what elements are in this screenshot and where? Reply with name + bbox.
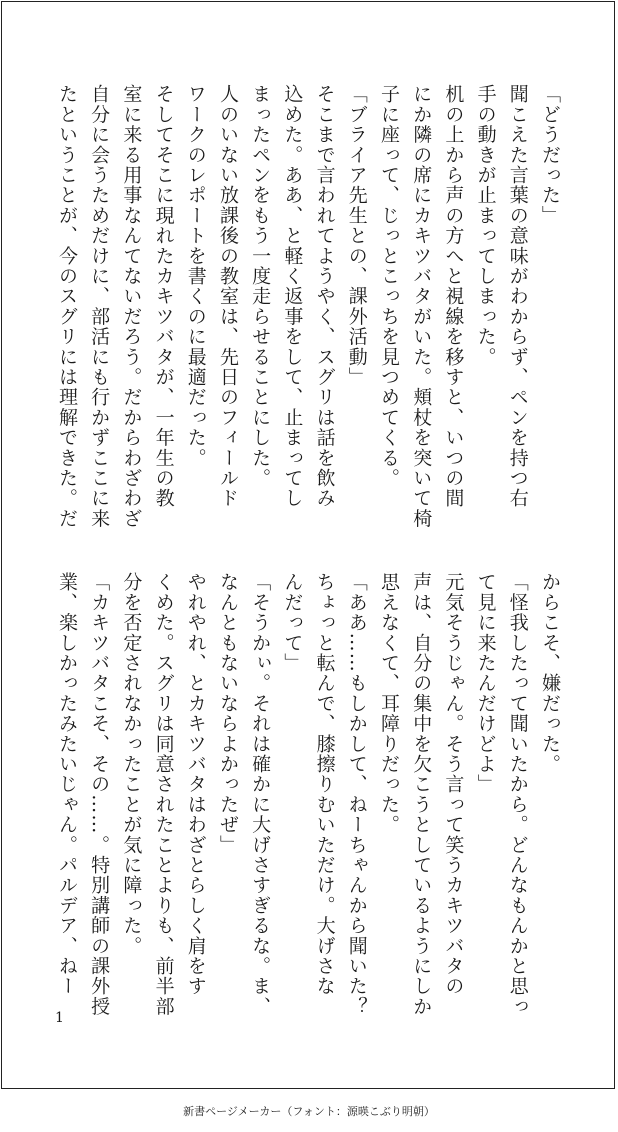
text-line: ワークのレポートを書くのに最適だった。 (184, 84, 207, 468)
text-line: 手の動きが止まってしまった。 (474, 84, 497, 367)
text-line: たということが、今のスグリには理解できた。だ (55, 84, 78, 529)
text-line: 「どうだった」 (539, 84, 561, 226)
text-line: 思えなくて、耳障りだった。 (377, 572, 400, 835)
text-line: 聞こえた言葉の意味がわからず、ペンを持つ右 (506, 84, 529, 509)
text-line: 子に座って、じっとこっちを見つめてくる。 (377, 84, 400, 488)
text-tier-bottom (52, 572, 566, 1032)
text-line: 業、楽しかったみたいじゃん。パルデア、ねー (55, 572, 78, 997)
text-tier-top (52, 84, 566, 544)
text-line: そこまで言われてようやく、スグリは話を飲み (313, 84, 336, 509)
text-line: 分を否定されなかったことが気に障った。 (120, 572, 143, 956)
text-line: 「カキツバタこそ、その……。特別講師の課外授 (88, 572, 111, 1017)
text-line: 室に来る用事なんてないだろう。だからわざわざ (120, 84, 143, 529)
text-line: 「そうかぃ。それは確かに大げさすぎるな。ま、 (249, 572, 272, 1017)
text-line: 込めた。ああ、と軽く返事をして、止まってし (281, 84, 304, 509)
text-line: 「ブライア先生との、課外活動」 (345, 84, 368, 387)
text-line: からこそ、嫌だった。 (539, 572, 561, 774)
text-line: 「ああ……もしかして、ねーちゃんから聞いた？ (345, 572, 368, 1017)
footer-caption: 新書ページメーカー（フォント：源暎こぶり明朝） (183, 1105, 435, 1118)
text-line: 声は、自分の集中を欠こうとしているようにしか (410, 572, 433, 1017)
text-line: 自分に会うためだけに、部活にも行かずここに来 (88, 84, 111, 529)
text-line: くめた。スグリは同意されたことよりも、前半部 (152, 572, 175, 1017)
text-line: やれやれ、とカキツバタはわざとらしく肩をす (184, 572, 207, 997)
text-line: 「怪我したって聞いたから。どんなもんかと思っ (506, 572, 529, 1017)
text-line: 机の上から声の方へと視線を移すと、いつの間 (442, 84, 465, 509)
text-line: ちょっと転んで、膝擦りむいただけ。大げさな (313, 572, 336, 997)
text-line: て見に来たんだけどよ」 (474, 572, 497, 795)
page-number: 1 (55, 1010, 64, 1026)
text-line: んだって」 (281, 572, 304, 673)
text-line: にか隣の席にカキツバタがいた。頬杖を突いて椅 (410, 84, 433, 529)
text-line: 人のいない放課後の教室は、先日のフィールド (216, 84, 239, 509)
text-line: まったペンをもう一度走らせることにした。 (249, 84, 272, 488)
text-line: なんともないならよかったぜ」 (216, 572, 239, 855)
text-line: 元気そうじゃん。そう言って笑うカキツバタの (442, 572, 465, 997)
text-line: そしてそこに現れたカキツバタが、一年生の教 (152, 84, 175, 509)
